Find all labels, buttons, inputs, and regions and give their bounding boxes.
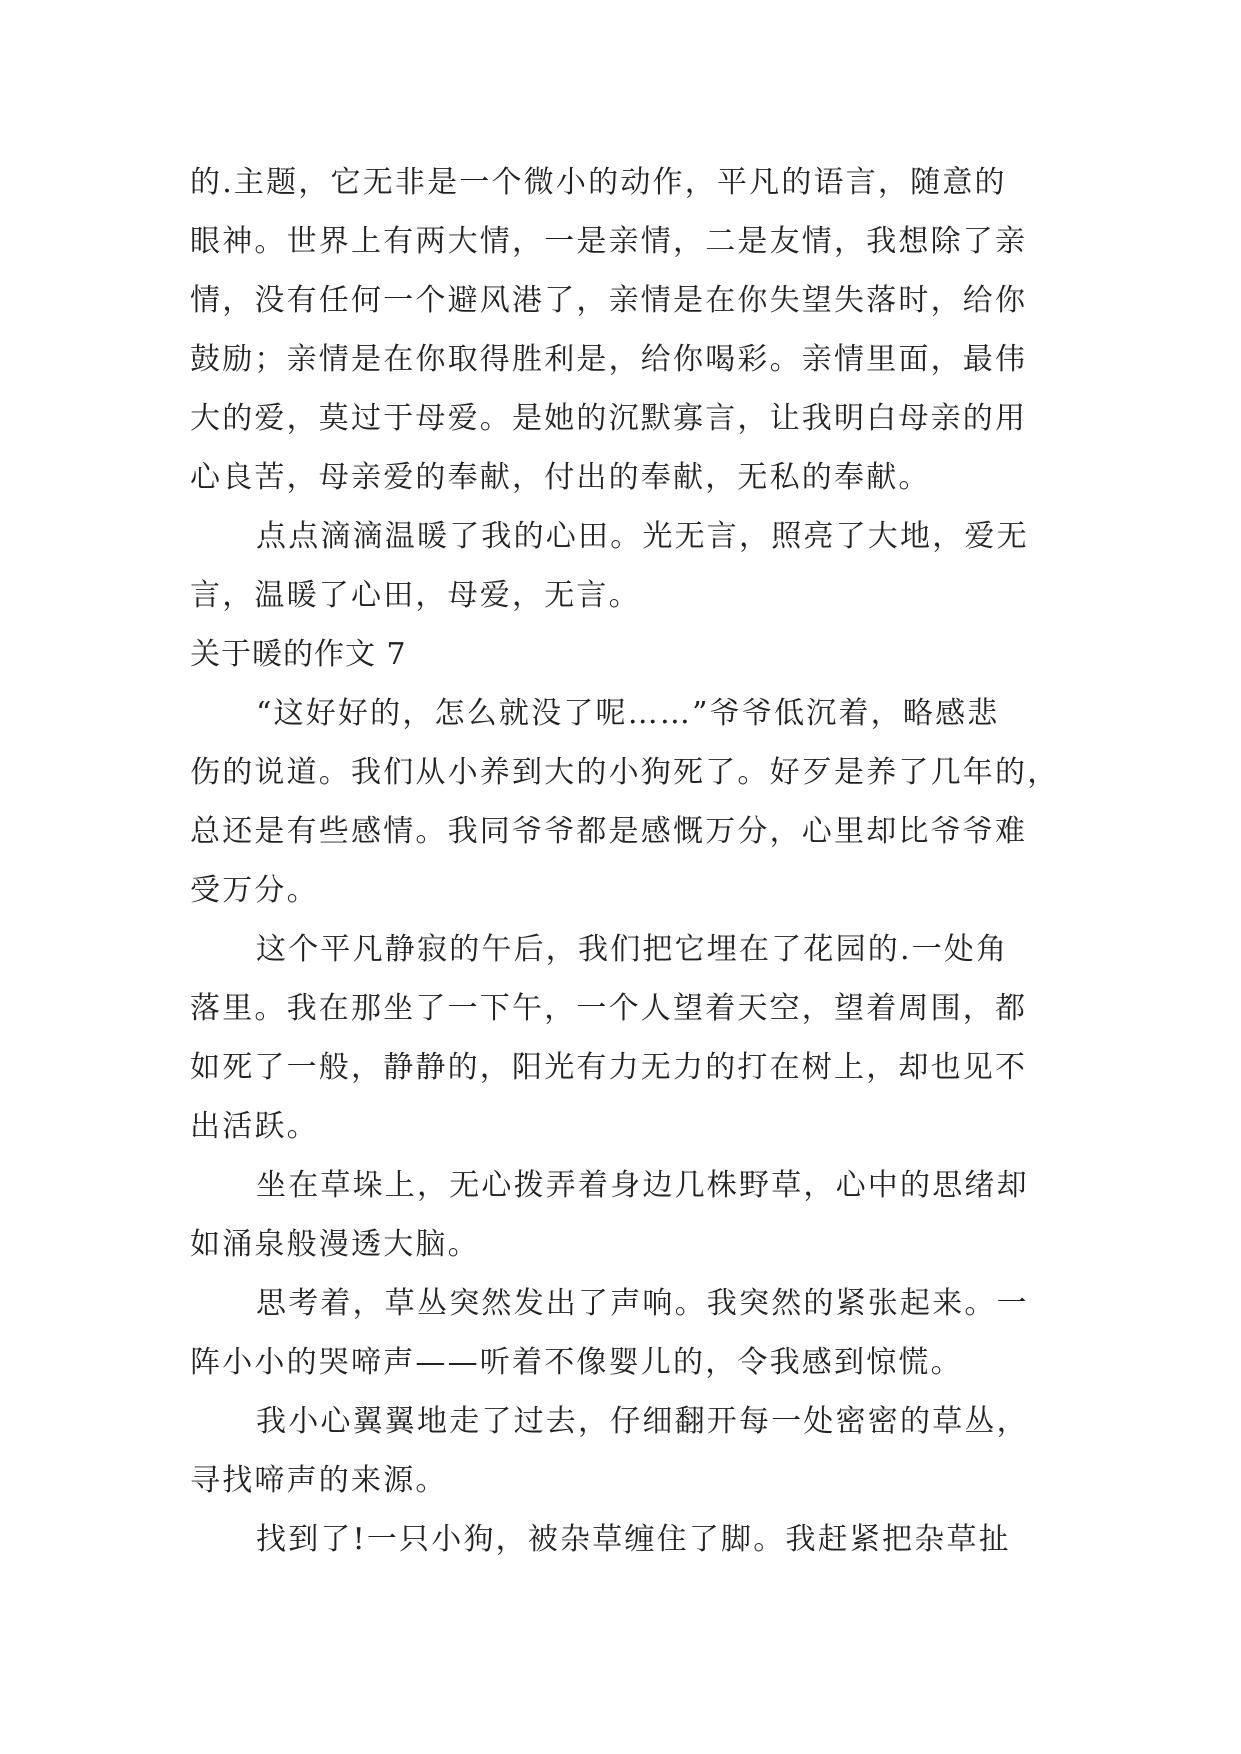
text-line: 言，温暖了心田，母爱，无言。 xyxy=(190,578,641,613)
text-line: 落里。我在那坐了一下午，一个人望着天空，望着周围，都 xyxy=(190,991,1028,1026)
text-line: 心良苦，母亲爱的奉献，付出的奉献，无私的奉献。 xyxy=(190,460,931,495)
text-line: 总还是有些感情。我同爷爷都是感慨万分，心里却比爷爷难 xyxy=(190,814,1028,849)
text-line: 思考着，草丛突然发出了声响。我突然的紧张起来。一 xyxy=(256,1286,1029,1321)
text-line: 阵小小的哭啼声——听着不像婴儿的，令我感到惊慌。 xyxy=(190,1345,963,1380)
text-line: 眼神。世界上有两大情，一是亲情，二是友情，我想除了亲 xyxy=(190,224,1028,259)
text-line: 的.主题，它无非是一个微小的动作，平凡的语言，随意的 xyxy=(190,165,1007,200)
text-line: 鼓励；亲情是在你取得胜利是，给你喝彩。亲情里面，最伟 xyxy=(190,342,1028,377)
text-line: 找到了!一只小狗，被杂草缠住了脚。我赶紧把杂草扯 xyxy=(256,1522,1011,1557)
text-line: 寻找啼声的来源。 xyxy=(190,1463,448,1498)
text-line: 伤的说道。我们从小养到大的小狗死了。好歹是养了几年的， xyxy=(190,755,1060,790)
text-line: 大的爱，莫过于母爱。是她的沉默寡言，让我明白母亲的用 xyxy=(190,401,1028,436)
text-line: 受万分。 xyxy=(190,873,319,908)
text-line: 我小心翼翼地走了过去，仔细翻开每一处密密的草丛， xyxy=(256,1404,1029,1439)
text-line: 出活跃。 xyxy=(190,1109,319,1144)
section-heading: 关于暖的作文 7 xyxy=(190,637,407,672)
text-line: 如死了一般，静静的，阳光有力无力的打在树上，却也见不 xyxy=(190,1050,1028,1085)
text-line: 点点滴滴温暖了我的心田。光无言，照亮了大地，爱无 xyxy=(256,519,1029,554)
text-line: “这好好的，怎么就没了呢……”爷爷低沉着，略感悲 xyxy=(256,696,1000,731)
text-line: 情，没有任何一个避风港了，亲情是在你失望失落时，给你 xyxy=(190,283,1028,318)
text-line: 这个平凡静寂的午后，我们把它埋在了花园的.一处角 xyxy=(256,932,1009,967)
text-line: 如涌泉般漫透大脑。 xyxy=(190,1227,480,1262)
text-line: 坐在草垛上，无心拨弄着身边几株野草，心中的思绪却 xyxy=(256,1168,1029,1203)
